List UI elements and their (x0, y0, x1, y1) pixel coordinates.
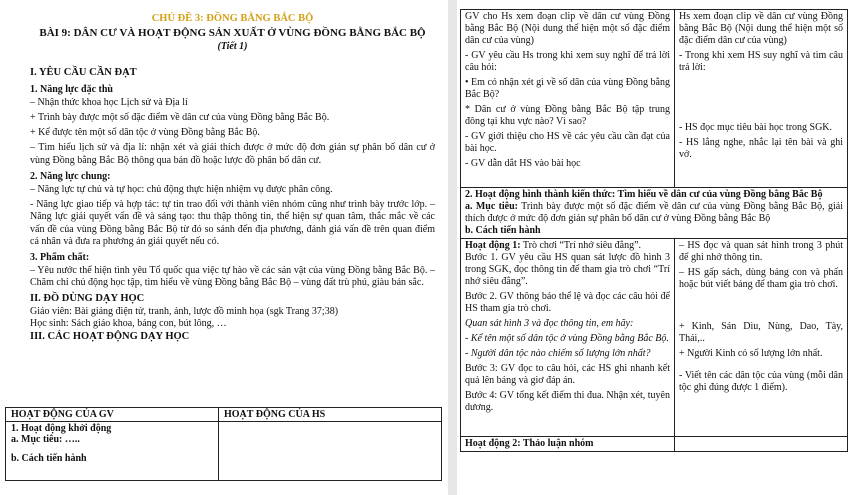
session-label: (Tiết 1) (217, 41, 248, 53)
goal-label: a. Mục tiêu: (465, 201, 519, 212)
paragraph: – HS gấp sách, dùng bảng con và phấn hoặc bút viết bảng để tham gia trò chơi. (679, 267, 843, 290)
page-gap (448, 0, 457, 495)
paragraph: Quan sát hình 3 và đọc thông tin, em hãy: (465, 318, 634, 329)
section-activities: III. CÁC HOẠT ĐỘNG DẠY HỌC (30, 331, 190, 343)
paragraph: - HS lắng nghe, nhắc lại tên bài và ghi vở. (679, 137, 843, 160)
method-label: b. Cách tiến hành (465, 225, 541, 236)
paragraph: Giáo viên: Bài giảng điện tử, tranh, ảnh, lược đồ minh họa (sgk Trang 37;38) (30, 305, 339, 317)
paragraph: - Kể tên một số dân tộc ở vùng Đồng bằng Bắc Bộ. (465, 333, 669, 344)
knowledge-activity-title: 2. Hoạt động hình thành kiến thức: Tìm hiểu về dân cư của vùng Đồng bằng Bắc Bộ (465, 189, 823, 200)
activity1-label: Hoạt động 1: (465, 240, 521, 251)
paragraph: – HS đọc và quan sát hình trong 3 phút để ghi nhớ thông tin. (679, 240, 843, 263)
paragraph: GV cho Hs xem đoạn clip về dân cư vùng Đồng bằng Bắc Bộ (Nội dung thể hiện một số đặc điểm dân cư của vùng) (465, 11, 670, 46)
paragraph: – Yêu nước thể hiện tình yêu Tổ quốc qua việc tự hào về các sản vật của vùng Đồng bằng Bắc Bộ. – Chăm chỉ chủ động học tập, tìm hiểu về vùng Đồng bằng Bắc Bộ – vùng đất trù phú, giàu bản sắc. (30, 265, 435, 289)
right-page (457, 0, 851, 495)
subsection-specific: 1. Năng lực đặc thù (30, 83, 113, 95)
section-requirements: I. YÊU CẦU CẦN ĐẠT (30, 67, 137, 79)
row-warmup-goal: a. Mục tiêu: ….. (11, 434, 80, 445)
activity1-game: Trò chơi “Trí nhớ siêu đẳng”. (522, 240, 642, 251)
activity2-title: Hoạt động 2: Thảo luận nhóm (461, 437, 675, 452)
paragraph: + Người Kinh có số lượng lớn nhất. (679, 348, 823, 359)
section-materials: II. ĐỒ DÙNG DẠY HỌC (30, 292, 145, 304)
paragraph: Học sinh: Sách giáo khoa, bảng con, bút lông, … (30, 318, 227, 330)
paragraph: • Em có nhận xét gì về số dân của vùng Đồng bằng Bắc Bộ? (465, 77, 670, 100)
paragraph: + Kinh, Sán Dìu, Nùng, Dao, Tày, Thái,.. (679, 321, 843, 344)
paragraph: Hs xem đoạn clip về dân cư vùng Đồng bằng Bắc Bộ (Nội dung thể hiện một số đặc điểm dân cư của vùng) (679, 11, 843, 46)
chapter-title: CHỦ ĐỀ 3: ĐỒNG BẰNG BẮC BỘ (151, 13, 314, 24)
paragraph: – Năng lực tự chủ và tự học: chủ động thực hiện nhiệm vụ được phân công. (30, 184, 333, 196)
activity-table (5, 407, 442, 481)
header-student: HOẠT ĐỘNG CỦA HS (219, 408, 442, 422)
paragraph: Bước 1. GV yêu cầu HS quan sát lược đồ hình 3 trong SGK, đọc thông tin để tham gia trò chơi “Trí nhớ siêu đẳng”. (465, 252, 670, 287)
row-warmup-method: b. Cách tiến hành (11, 453, 87, 464)
subsection-general: 2. Năng lực chung: (30, 170, 111, 182)
paragraph: Bước 2. GV thông báo thể lệ và đọc các câu hỏi để HS tham gia trò chơi. (465, 291, 670, 314)
paragraph: - GV yêu cầu Hs trong khi xem suy nghĩ để trả lời câu hỏi: (465, 50, 670, 73)
paragraph: - Người dân tộc nào chiếm số lượng lớn nhất? (465, 348, 651, 359)
paragraph: - HS đọc mục tiêu bài học trong SGK. (679, 122, 833, 133)
subsection-qualities: 3. Phẩm chất: (30, 252, 90, 264)
paragraph: Bước 3: GV đọc to câu hỏi, các HS ghi nhanh kết quả lên bảng và giơ đáp án. (465, 363, 670, 386)
activity-table-continued (460, 9, 848, 452)
left-content (30, 0, 435, 344)
paragraph: – Nhận thức khoa học Lịch sử và Địa lí (30, 96, 188, 108)
paragraph: - Trong khi xem HS suy nghĩ và tìm câu trả lời: (679, 50, 843, 73)
lesson-title: BÀI 9: DÂN CƯ VÀ HOẠT ĐỘNG SẢN XUẤT Ở VÙNG ĐỒNG BẰNG BẮC BỘ (39, 27, 426, 40)
paragraph: + Trình bày được một số đặc điểm về dân cư của vùng Đồng bằng Bắc Bộ. (30, 112, 330, 124)
paragraph: - GV giới thiệu cho HS về các yêu cầu cần đạt của bài học. (465, 131, 670, 154)
header-teacher: HOẠT ĐỘNG CỦA GV (6, 408, 219, 422)
paragraph: - Viết tên các dân tộc của vùng (mỗi dân tộc ghi đúng được 1 điểm). (679, 370, 843, 393)
paragraph: Bước 4: GV tổng kết điểm thi đua. Nhận xét, tuyên dương. (465, 390, 670, 413)
paragraph: * Dân cư ở vùng Đồng bằng Bắc Bộ tập trung đông tại khu vực nào? Vì sao? (465, 104, 670, 127)
paragraph: – Tìm hiểu lịch sử và địa lí: nhận xét và giải thích được ở mức độ đơn giản sự phân bố dân cư ở vùng Đồng bằng Bắc Bộ thông qua bản đồ hoặc lược đồ phân bố dân cư. (30, 142, 435, 166)
row-warmup-title: 1. Hoạt động khởi động (11, 423, 112, 434)
paragraph: - GV dẫn dắt HS vào bài học (465, 158, 581, 169)
paragraph: - Năng lực giao tiếp và hợp tác: tự tin trao đổi với thành viên nhóm cũng như trình bày trước lớp. – Năng lực giải quyết vấn đề và sáng tạo: thu thập thông tin, thể hiện sự quan tâm, thắc mắc về các vấn đề của vùng Đồng bằng Bắc Bộ từ đó so sánh đến địa phương, đánh giá vấn đề trên quan điểm cá nhân và đưa ra phương án giải quyết nếu có. (30, 199, 435, 247)
paragraph: + Kể được tên một số dân tộc ở vùng Đồng bằng Bắc Bộ. (30, 127, 260, 139)
goal-text: Trình bày được một số đặc điểm về dân cư của vùng Đồng bằng Bắc Bộ, giải thích được ở mức độ đơn giản sự phân bố dân cư ở vùng Đồng bằng Bắc Bộ (465, 201, 843, 224)
